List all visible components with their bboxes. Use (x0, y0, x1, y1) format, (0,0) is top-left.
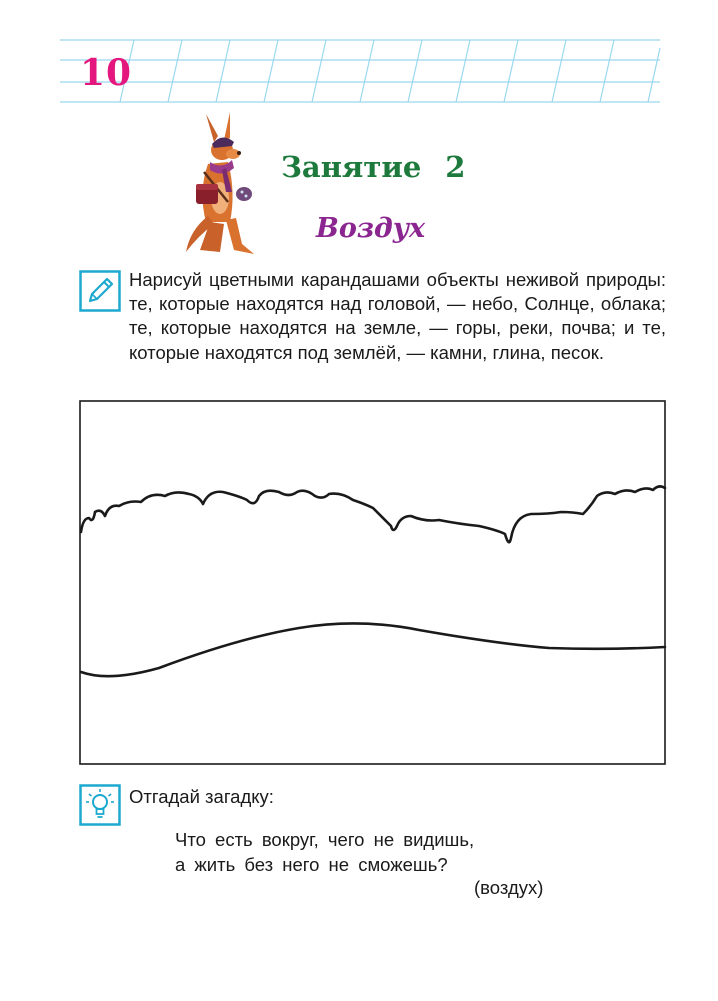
riddle-answer: (воздух) (474, 877, 544, 898)
pencil-task-icon (79, 270, 121, 312)
riddle-line-1: Что есть вокруг, чего не видишь, (175, 829, 475, 850)
drawing-frame[interactable] (79, 400, 667, 766)
lesson-title-label: Занятие (281, 150, 422, 184)
lesson-topic: Воздух (316, 213, 426, 244)
lesson-title (281, 150, 465, 184)
lesson-number: 2 (445, 150, 466, 184)
page-number: 10 (80, 52, 133, 94)
riddle-line-2: а жить без него не сможешь? (175, 854, 448, 875)
kangaroo-with-bag-icon (184, 112, 260, 260)
task1-text: Нарисуй цветными карандашами объекты неживой природы: те, которые находятся над головой, — небо, Солнце, облака; те, которые находятся на земле, — горы, реки, почва; и те, которые находятся под землёй, — камни, глина, песок. (129, 269, 666, 363)
riddle-prompt: Отгадай загадку: (129, 786, 274, 807)
riddle-text (175, 827, 474, 877)
lightbulb-task-icon (79, 784, 121, 826)
